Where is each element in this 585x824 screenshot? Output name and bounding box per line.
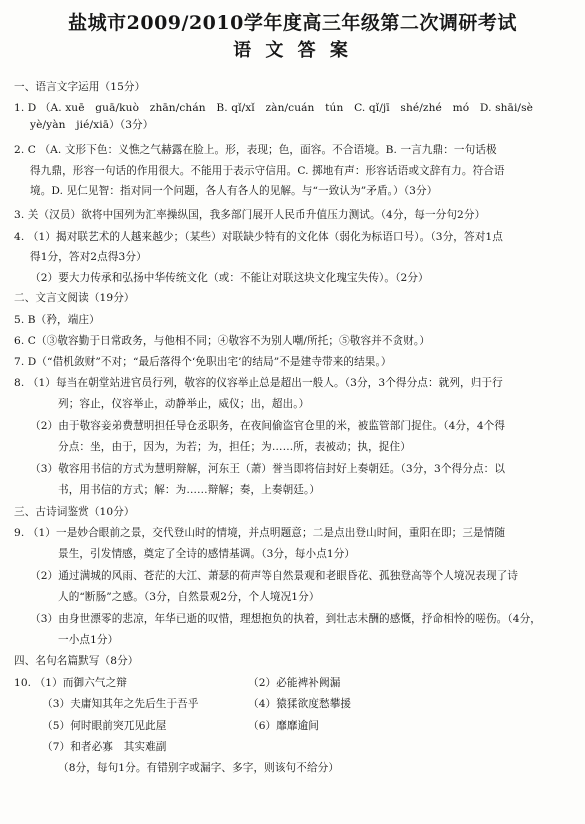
section-heading: 二、文言文阅读（19分） xyxy=(14,292,135,304)
answer-line: 分点：坐，由于，因为，为若；为，担任；为……所，表被动；执，捉住） xyxy=(58,441,411,453)
answer-line: 书，用书信的方式；解：为……辩解；奏，上奏朝廷。） xyxy=(58,484,321,496)
answer-line: yè/yàn jié/xiā）（3分） xyxy=(30,119,154,131)
answer-line: 境。D. 见仁见智：指对同一个问题，各人有各人的见解。与“一致认为”矛盾。）（3分） xyxy=(30,185,438,197)
answer-line: （4）猿猱欲度愁攀援 xyxy=(248,698,352,710)
answer-line: 1. D （A. xuē guā/kuò zhān/chán B. qǐ/xǐ zàn/cuán tún C. qǐ/jī shé/zhé mó D. shāi/sè xyxy=(14,102,534,114)
answer-line: （3）敬容用书信的方式为慧明辩解，河东王（萧）誉当即将信封好上奏朝廷。（3分，3个得分点：以 xyxy=(30,463,506,475)
answer-line: 5. B（矜，端庄） xyxy=(14,314,100,326)
answer-line: （2）必能裨补阙漏 xyxy=(248,677,341,689)
answer-line: 2. C （A. 文形下色：义憔之气赫露在脸上。形，表现；色，面容。不合语境。B. 一言九鼎：一句话极 xyxy=(14,144,497,156)
answer-line: 得1分，答对2点得3分） xyxy=(30,251,147,263)
answer-line: 9. （1）一是妙合眼前之景，交代登山时的情境，并点明题意；二是点出登山时间，重阳在即；三是情随 xyxy=(14,527,506,539)
answer-line: （3）夫庸知其年之先后生于吾乎 xyxy=(42,698,199,710)
answer-line: 列；容止，仪容举止，动静举止，威仪；出，超出。） xyxy=(58,398,310,410)
answer-line: 7. D（“借机敛财”不对；“最后落得个‘免职出宅’的结局”不是建寺带来的结果。） xyxy=(14,356,392,368)
answer-line: 得九鼎，形容一句话的作用很大。不能用于表示守信用。C. 掷地有声：形容话语或文辞有力。符合语 xyxy=(30,165,505,177)
answer-line: （8分，每句1分。有错别字或漏字、多字，则该句不给分） xyxy=(58,762,340,774)
answer-line: （6）靡靡逾间 xyxy=(248,720,320,732)
answer-line: （2）要大力传承和弘扬中华传统文化（或：不能让对联这块文化瑰宝失传）。（2分） xyxy=(30,272,429,284)
answer-line: 景生，引发情感，奠定了全诗的感情基调。（3分，每小点1分） xyxy=(58,548,356,560)
answer-line: 10. （1）而御六气之辩 xyxy=(14,677,128,689)
answer-line: 4. （1）揭对联艺术的人越来越少；（某些）对联缺少特有的文化体（弱化为标语口号）。（3分，答对1点 xyxy=(14,231,503,243)
answer-line: （2）通过满城的风雨、苍茫的大江、萧瑟的荷声等自然景观和老眼昏花、孤独登高等个人境况表现了诗 xyxy=(30,570,519,582)
answer-line: 一小点1分） xyxy=(58,634,119,646)
section-heading: 三、古诗词鉴赏（10分） xyxy=(14,506,135,518)
answer-line: 人的“断肠”之感。（3分，自然景观2分，个人境况1分） xyxy=(58,591,320,603)
answer-line: 8. （1）每当在朝堂站进官员行列，敬容的仪容举止总是超出一般人。（3分，3个得分点：就列，归于行 xyxy=(14,377,503,389)
answer-line: （5）何时眼前突兀见此屋 xyxy=(42,720,167,732)
answer-line: （7）和者必寡 其实难副 xyxy=(42,741,167,753)
section-heading: 一、语言文字运用（15分） xyxy=(14,81,146,93)
answer-line: （2）由于敬容妾弟费慧明担任导仓丞职务，在夜间偷盗官仓里的米，被监管部门捉住。（4分，4个得 xyxy=(30,420,506,432)
answer-line: 3. 关（汉员）欲将中国列为汇率操纵国，我多部门展开人民币升值压力测试。（4分，每一分句2分） xyxy=(14,209,486,221)
page-subtitle: 语 文 答 案 xyxy=(233,40,352,61)
page-title: 盐城市2009/2010学年度高三年级第二次调研考试 xyxy=(68,12,517,34)
section-heading: 四、名句名篇默写（8分） xyxy=(14,655,139,667)
answer-line: （3）由身世漂零的悲凉，年华已逝的叹惜，理想抱负的执着，到壮志未酬的感慨，抒命相怜的嗟伤。（4分， xyxy=(30,613,541,625)
answer-line: 6. C（③敬容勤于日常政务，与他相不同；④敬容不为别人嘲/所托；⑤敬容并不贪财。） xyxy=(14,335,431,347)
